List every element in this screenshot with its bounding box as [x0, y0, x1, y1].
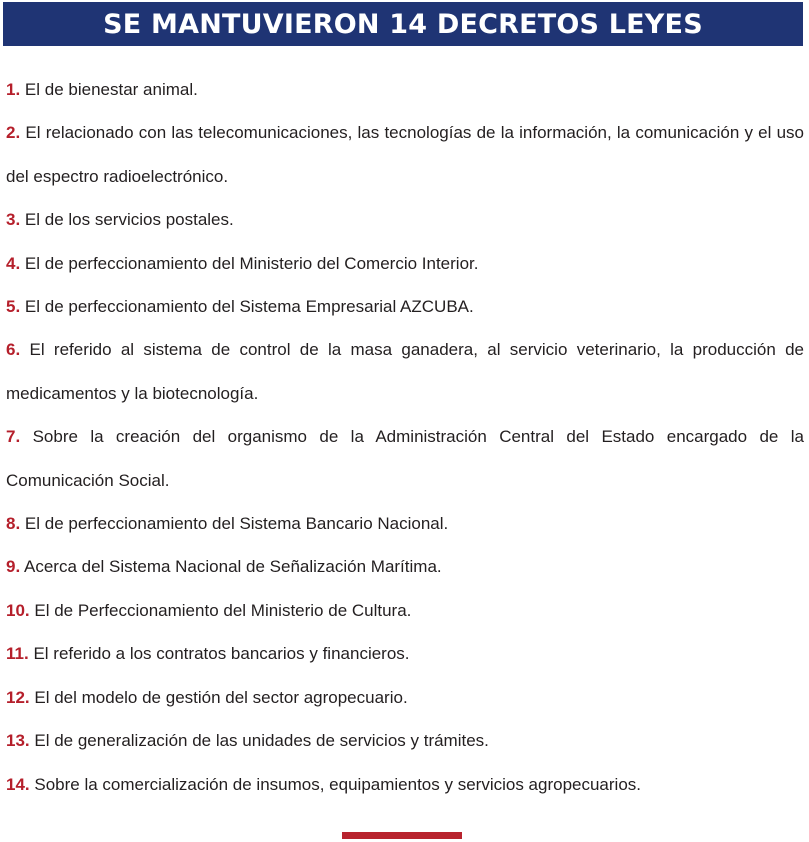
list-item: [6, 589, 804, 632]
item-number: 12.: [6, 687, 30, 707]
item-text: El relacionado con las telecomunicaciones, las tecnologías de la información, la comunicación y el uso del espectro radioelectrónico.: [6, 123, 804, 186]
item-number: 5.: [6, 297, 21, 317]
item-number: 13.: [6, 731, 30, 751]
item-text: El de bienestar animal.: [24, 80, 198, 99]
list-item: [6, 502, 804, 545]
list-item: [6, 719, 804, 762]
list-item: [6, 632, 804, 675]
item-number: 2.: [6, 123, 21, 143]
bottom-divider: [342, 832, 462, 839]
list-item: [6, 68, 804, 111]
item-number: 6.: [6, 340, 21, 360]
item-number: 11.: [6, 644, 29, 664]
list-item: [6, 763, 804, 806]
list-item: [6, 676, 804, 719]
list-item: [6, 111, 804, 198]
list-item: [6, 285, 804, 328]
item-number: 9.: [6, 557, 21, 577]
item-text: Sobre la comercialización de insumos, equipamientos y servicios agropecuarios.: [34, 774, 642, 794]
item-text: El de perfeccionamiento del Ministerio del Comercio Interior.: [24, 253, 479, 273]
item-text: El de perfeccionamiento del Sistema Bancario Nacional.: [24, 514, 449, 534]
item-number: 14.: [6, 774, 30, 794]
item-number: 4.: [6, 253, 21, 273]
list-item: [6, 545, 804, 588]
item-number: 1.: [6, 80, 21, 99]
item-number: 3.: [6, 210, 21, 230]
item-number: 7.: [6, 427, 21, 447]
list-item: [6, 415, 804, 502]
item-text: El de perfeccionamiento del Sistema Empresarial AZCUBA.: [24, 297, 474, 317]
list-item: [6, 242, 804, 285]
item-text: El de Perfeccionamiento del Ministerio de Cultura.: [34, 600, 412, 620]
item-text: El de los servicios postales.: [24, 210, 234, 230]
title-banner: [3, 2, 803, 46]
page-title: SE MANTUVIERON 14 DECRETOS LEYES: [103, 8, 703, 40]
item-text: Acerca del Sistema Nacional de Señalización Marítima.: [23, 557, 442, 577]
list-item: [6, 328, 804, 415]
item-text: Sobre la creación del organismo de la Administración Central del Estado encargado de la Comunicación Social.: [6, 427, 804, 490]
item-number: 8.: [6, 514, 21, 534]
decree-list: [6, 68, 804, 806]
item-text: El de generalización de las unidades de servicios y trámites.: [34, 731, 489, 751]
item-text: El del modelo de gestión del sector agropecuario.: [34, 687, 408, 707]
item-text: El referido a los contratos bancarios y financieros.: [33, 644, 410, 664]
item-number: 10.: [6, 600, 30, 620]
list-item: [6, 198, 804, 241]
item-text: El referido al sistema de control de la masa ganadera, al servicio veterinario, la producción de medicamentos y la biotecnología.: [6, 340, 805, 403]
